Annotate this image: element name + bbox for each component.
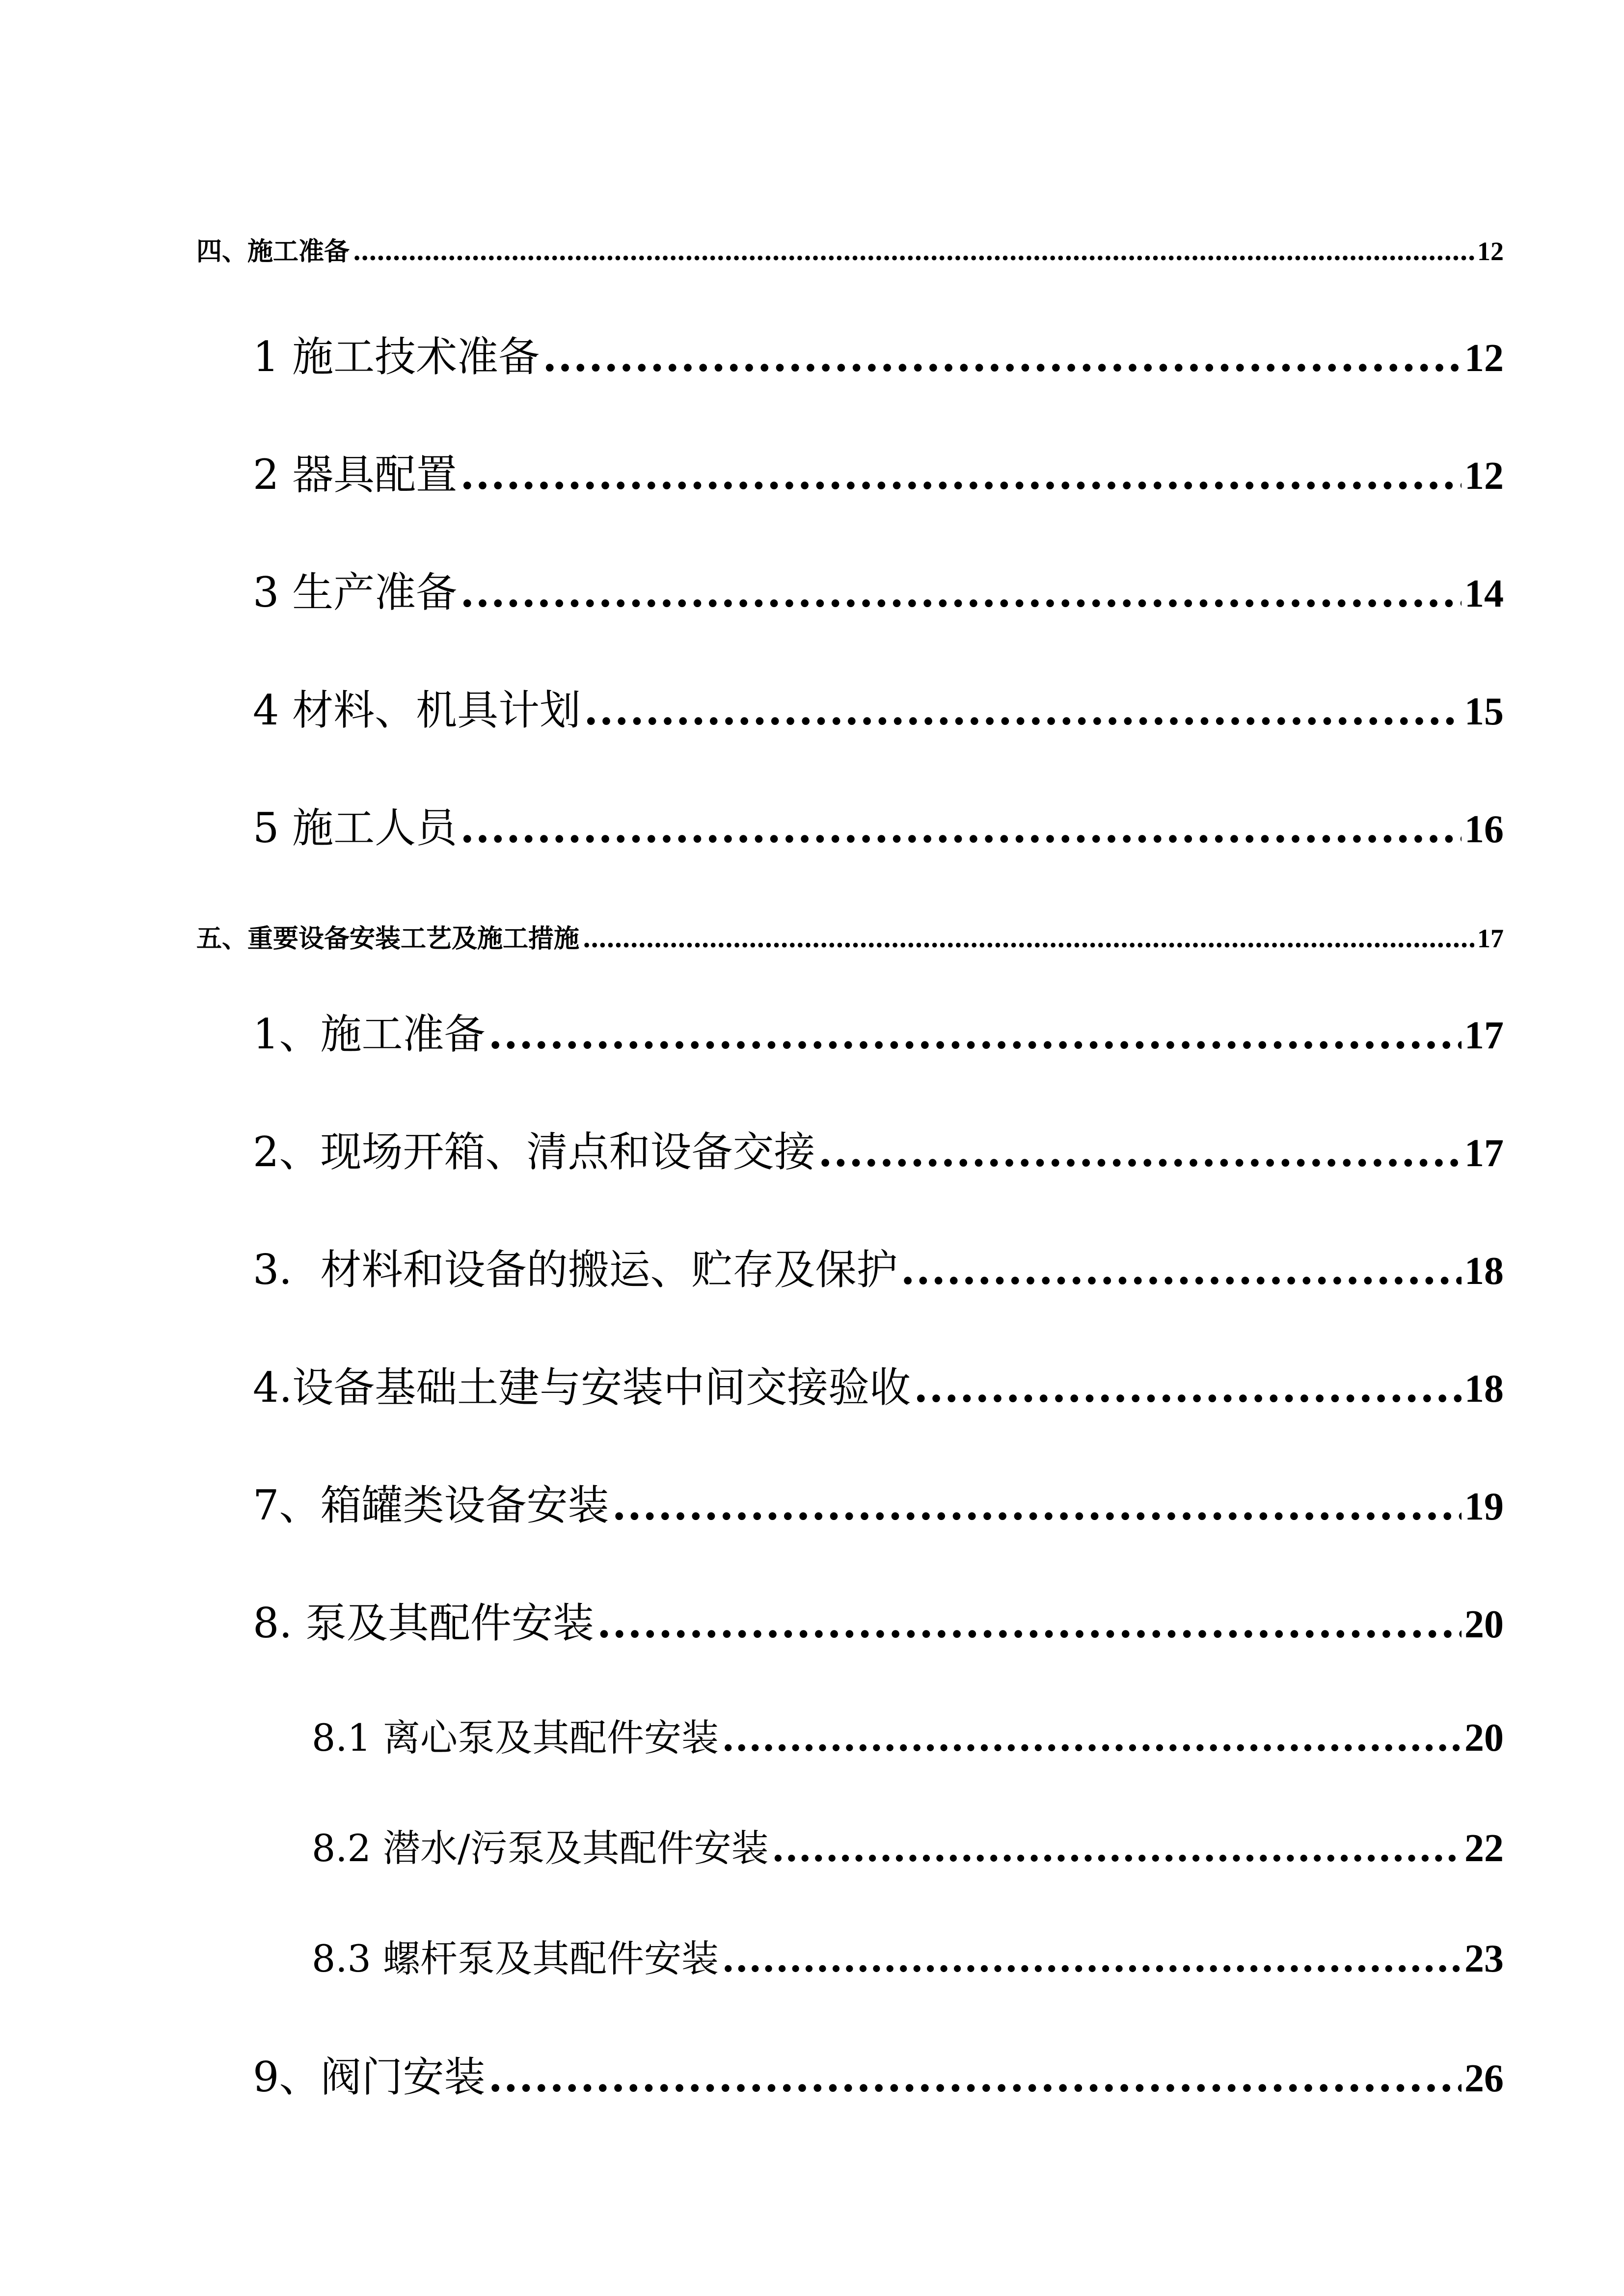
toc-leader-dots [460, 803, 1462, 852]
toc-entry-title: 3 生产准备 [253, 568, 458, 616]
toc-page-number: 19 [1464, 1485, 1504, 1528]
toc-entry[interactable] [312, 1708, 1504, 1762]
toc-leader-dots [352, 237, 1474, 267]
toc-entry-title: 8.2 潜水/污泵及其配件安装 [312, 1826, 769, 1870]
toc-leader-dots [582, 924, 1474, 954]
toc-page-number: 20 [1464, 1716, 1504, 1760]
toc-leader-dots [772, 1826, 1462, 1870]
toc-entry[interactable] [253, 442, 1504, 501]
toc-entry-title: 8. 泵及其配件安装 [253, 1599, 594, 1647]
toc-entry[interactable] [253, 677, 1504, 737]
toc-page-number: 18 [1464, 1250, 1504, 1293]
toc-leader-dots [900, 1245, 1462, 1294]
toc-leader-dots [722, 1716, 1462, 1760]
toc-page-number: 20 [1464, 1603, 1504, 1646]
toc-entry[interactable] [253, 1001, 1504, 1061]
toc-page-number: 14 [1464, 572, 1504, 615]
toc-entry[interactable] [253, 2044, 1504, 2104]
toc-page-number: 12 [1477, 237, 1504, 266]
toc-page-number: 17 [1464, 1132, 1504, 1175]
toc-page-number: 22 [1464, 1827, 1504, 1870]
toc-entry[interactable] [253, 560, 1504, 619]
toc-entry-title: 5 施工人员 [253, 804, 458, 852]
toc-entry-title: 4 材料、机具计划 [253, 686, 581, 734]
toc-entry[interactable] [253, 795, 1504, 854]
toc-entry-title: 五、重要设备安装工艺及施工措施 [196, 924, 580, 954]
toc-entry[interactable] [196, 231, 1504, 267]
toc-leader-dots [460, 568, 1462, 616]
toc-leader-dots [612, 1481, 1462, 1529]
toc-entry-title: 8.3 螺杆泵及其配件安装 [312, 1937, 719, 1980]
toc-leader-dots [584, 686, 1462, 734]
toc-leader-dots [460, 450, 1462, 499]
toc-leader-dots [488, 1010, 1462, 1058]
toc-leader-dots [818, 1127, 1462, 1176]
toc-entry[interactable] [253, 1119, 1504, 1178]
toc-entry-title: 2、现场开箱、清点和设备交接 [253, 1128, 815, 1176]
toc-entry[interactable] [196, 918, 1504, 955]
toc-entry-title: 9、阀门安装 [253, 2053, 486, 2101]
toc-entry-title: 1、施工准备 [253, 1010, 486, 1058]
toc-page-number: 12 [1464, 337, 1504, 380]
toc-leader-dots [722, 1937, 1462, 1980]
toc-page-number: 17 [1477, 924, 1504, 953]
toc-leader-dots [542, 332, 1462, 381]
toc-leader-dots [914, 1363, 1462, 1412]
toc-entry-title: 7、箱罐类设备安装 [253, 1481, 609, 1529]
toc-leader-dots [597, 1599, 1462, 1647]
toc-entry[interactable] [253, 1472, 1504, 1532]
toc-page-number: 12 [1464, 454, 1504, 498]
toc-entry-title: 四、施工准备 [196, 237, 350, 267]
toc-page-number: 15 [1464, 690, 1504, 733]
toc-entry[interactable] [253, 1237, 1504, 1296]
toc-leader-dots [488, 2053, 1462, 2101]
toc-entry-title: 8.1 离心泵及其配件安装 [312, 1716, 719, 1760]
toc-page-number: 23 [1464, 1937, 1504, 1980]
toc-entry[interactable] [253, 1355, 1504, 1414]
toc-entry-title: 4.设备基础土建与安装中间交接验收 [253, 1363, 911, 1412]
toc-page-number: 26 [1464, 2057, 1504, 2100]
toc-entry[interactable] [312, 1818, 1504, 1872]
toc-entry-title: 3．材料和设备的搬运、贮存及保护 [253, 1246, 898, 1294]
toc-entry[interactable] [312, 1929, 1504, 1982]
toc-entry-title: 2 器具配置 [253, 451, 458, 499]
toc-entry-title: 1 施工技术准备 [253, 333, 540, 381]
toc-entry[interactable] [253, 324, 1504, 383]
toc-page-number: 17 [1464, 1014, 1504, 1057]
toc-page-number: 18 [1464, 1367, 1504, 1411]
toc-page-number: 16 [1464, 808, 1504, 851]
toc-entry[interactable] [253, 1590, 1504, 1650]
